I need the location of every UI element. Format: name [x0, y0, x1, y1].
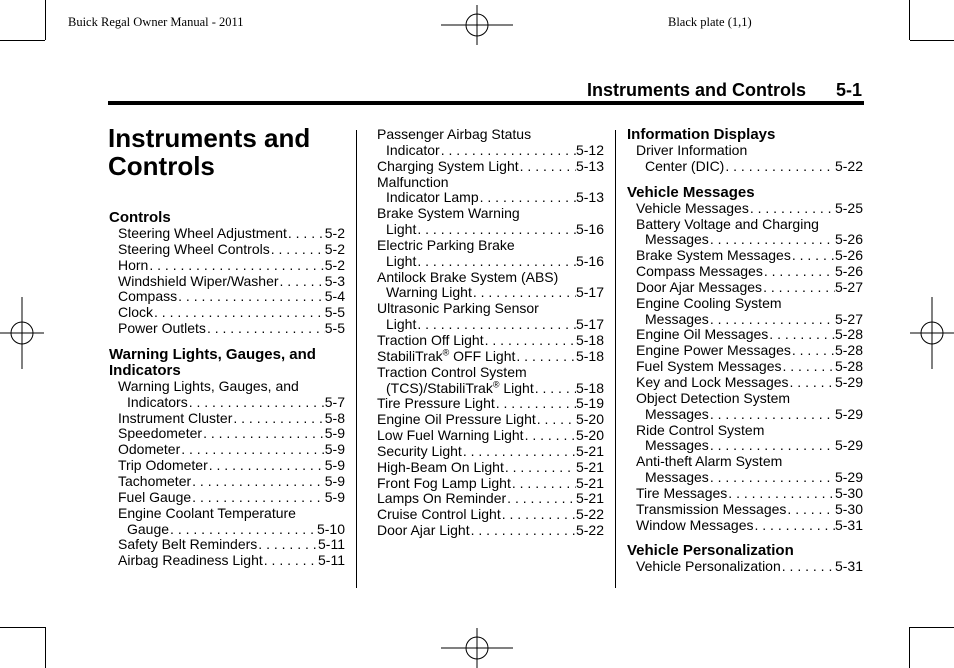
dot-leader: [202, 426, 325, 442]
dot-leader: [524, 428, 576, 444]
toc-entry-label: Engine Cooling System: [636, 294, 782, 311]
toc-entry-page: 5-17: [575, 316, 604, 333]
dot-leader: [727, 486, 835, 502]
crop-mark-br-v: [909, 627, 910, 668]
toc-entry-label: Charging System Light: [377, 157, 519, 174]
toc-entry[interactable]: [627, 248, 863, 264]
toc-entry-page: 5-31: [834, 516, 863, 533]
toc-entry[interactable]: [368, 333, 604, 349]
toc-entry[interactable]: [627, 280, 863, 296]
toc-entry-label: Battery Voltage and Charging: [636, 215, 819, 232]
toc-entry-page: 5-28: [834, 358, 863, 375]
toc-entry-label: Trip Odometer: [118, 457, 208, 474]
toc-entry[interactable]: [368, 365, 604, 397]
toc-entry[interactable]: [627, 143, 863, 175]
toc-entry-page: 5-13: [575, 189, 604, 206]
toc-entry-page: 5-11: [318, 552, 345, 569]
toc-entry-page: 5-12: [575, 141, 604, 158]
dot-leader: [791, 248, 835, 264]
dot-leader: [536, 412, 576, 428]
toc-entry[interactable]: [368, 444, 604, 460]
toc-entry-page: 5-22: [834, 157, 863, 174]
toc-entry-label: Driver Information: [636, 142, 748, 158]
dot-leader: [148, 258, 324, 274]
toc-entry[interactable]: [368, 159, 604, 175]
toc-column-2: [368, 127, 604, 539]
dot-leader: [506, 491, 576, 507]
toc-entry-label: Messages: [645, 469, 709, 486]
toc-entry-label: Horn: [118, 256, 149, 273]
toc-entry-page: 5-20: [575, 411, 604, 428]
crop-mark-br-h: [910, 627, 954, 628]
toc-entry[interactable]: [109, 305, 345, 321]
toc-entry[interactable]: [109, 506, 345, 538]
dot-leader: [749, 201, 835, 217]
toc-entry-label: Engine Oil Pressure Light: [377, 411, 536, 428]
toc-entry[interactable]: [109, 537, 345, 553]
toc-entry[interactable]: [368, 476, 604, 492]
dot-leader: [287, 226, 325, 242]
dot-leader: [709, 438, 835, 454]
column-divider-1: [356, 130, 357, 588]
toc-entry-label: Compass: [118, 288, 178, 305]
dot-leader: [519, 159, 576, 175]
registration-mark-top: [441, 5, 513, 45]
dot-leader: [279, 274, 325, 290]
toc-entry[interactable]: [368, 428, 604, 444]
toc-entry-page: 5-27: [834, 278, 863, 295]
dot-leader: [416, 254, 576, 270]
toc-entry-label: Ultrasonic Parking Sensor: [377, 300, 539, 317]
toc-entry-label: Odometer: [118, 441, 181, 458]
toc-entry-label: Speedometer: [118, 425, 203, 442]
toc-entry[interactable]: [627, 327, 863, 343]
dot-leader: [754, 518, 835, 534]
toc-entry-label: Steering Wheel Controls: [118, 240, 270, 257]
toc-entry-label: Fuel System Messages: [636, 358, 782, 375]
toc-entry-label: Brake System Messages: [636, 247, 791, 264]
toc-entry-label: Center (DIC): [645, 157, 725, 174]
toc-entry-page: 5-29: [834, 373, 863, 390]
toc-entry-page: 5-29: [834, 437, 863, 454]
toc-entry-label: Windshield Wiper/Washer: [118, 272, 279, 289]
header-rule: [108, 101, 864, 105]
toc-entry-label: Indicators: [127, 393, 188, 410]
toc-entry-label: Instrument Cluster: [118, 409, 233, 426]
dot-leader: [495, 396, 576, 412]
toc-entry[interactable]: [627, 264, 863, 280]
dot-leader: [762, 280, 835, 296]
toc-entry-label: Door Ajar Messages: [636, 278, 763, 295]
registration-mark-right: [910, 297, 954, 369]
dot-leader: [534, 381, 576, 397]
dot-leader: [724, 159, 835, 175]
toc-entry[interactable]: [627, 502, 863, 518]
dot-leader: [270, 242, 325, 258]
toc-entry-label: Engine Power Messages: [636, 342, 791, 359]
dot-leader: [177, 289, 325, 305]
toc-entry-page: 5-9: [324, 472, 345, 489]
dot-leader: [470, 523, 576, 539]
toc-entry[interactable]: [368, 491, 604, 507]
toc-entry-label: Traction Off Light: [377, 331, 484, 348]
toc-entry-page: 5-19: [575, 395, 604, 412]
dot-leader: [782, 359, 835, 375]
toc-entry-page: 5-18: [575, 331, 604, 348]
toc-entry[interactable]: [368, 412, 604, 428]
toc-entry-label: Malfunction: [377, 173, 449, 190]
toc-section-heading: Controls: [109, 209, 171, 226]
toc-entry-page: 5-29: [834, 469, 863, 486]
toc-entry-label: Safety Belt Reminders: [118, 536, 258, 553]
dot-leader: [440, 143, 576, 159]
toc-entry-page: 5-22: [575, 506, 604, 523]
toc-entry-label: Tire Messages: [636, 484, 728, 501]
crop-mark-tl-h: [0, 40, 45, 41]
toc-entry[interactable]: [109, 274, 345, 290]
toc-entry-page: 5-30: [834, 500, 863, 517]
toc-entry-page: 5-17: [575, 284, 604, 301]
toc-entry-page: 5-9: [324, 488, 345, 505]
toc-entry-label: Window Messages: [636, 516, 754, 533]
column-divider-2: [615, 130, 616, 588]
toc-entry-page: 5-26: [834, 263, 863, 280]
toc-entry-label: Front Fog Lamp Light: [377, 474, 511, 491]
dot-leader: [504, 460, 576, 476]
toc-entry-label: Engine Coolant Temperature: [118, 504, 296, 521]
toc-entry-page: 5-7: [324, 393, 345, 410]
toc-entry-label: Messages: [645, 405, 709, 422]
toc-entry-page: 5-9: [324, 425, 345, 442]
toc-entry[interactable]: [627, 217, 863, 249]
toc-entry-page: 5-28: [834, 342, 863, 359]
toc-entry[interactable]: [368, 270, 604, 302]
toc-entry-label: Engine Oil Messages: [636, 326, 769, 343]
toc-entry-page: 5-21: [575, 474, 604, 491]
dot-leader: [789, 375, 835, 391]
crop-mark-bl-h: [0, 627, 45, 628]
toc-entry-label: Warning Lights, Gauges, and: [118, 377, 299, 394]
toc-entry-page: 5-5: [324, 304, 345, 321]
dot-leader: [479, 190, 576, 206]
dot-leader: [472, 285, 576, 301]
toc-entry-label: Light: [386, 316, 417, 333]
toc-entry-page: 5-5: [324, 320, 345, 337]
toc-entry-label: Messages: [645, 310, 709, 327]
toc-entry-label: Object Detection System: [636, 389, 791, 406]
toc-entry-label: Brake System Warning: [377, 205, 520, 222]
dot-leader: [709, 470, 835, 486]
toc-entry-label: Anti-theft Alarm System: [636, 453, 783, 470]
toc-entry-label: Airbag Readiness Light: [118, 552, 263, 569]
crop-mark-bl-v: [45, 627, 46, 668]
toc-entry-page: 5-25: [834, 199, 863, 216]
plate-label: Black plate (1,1): [668, 15, 752, 29]
toc-entry-label: Low Fuel Warning Light: [377, 427, 524, 444]
toc-entry[interactable]: [109, 458, 345, 474]
toc-entry-label: Steering Wheel Adjustment: [118, 225, 287, 241]
toc-entry-label: Fuel Gauge: [118, 488, 192, 505]
dot-leader: [416, 222, 576, 238]
toc-entry-label: Indicator Lamp: [386, 189, 479, 206]
toc-entry-page: 5-3: [324, 272, 345, 289]
toc-entry[interactable]: [368, 460, 604, 476]
toc-entry-label: Power Outlets: [118, 320, 206, 337]
toc-entry[interactable]: [109, 490, 345, 506]
toc-entry[interactable]: [109, 426, 345, 442]
dot-leader: [511, 476, 576, 492]
toc-entry[interactable]: [627, 518, 863, 534]
toc-entry[interactable]: [109, 289, 345, 305]
toc-entry[interactable]: [627, 296, 863, 328]
toc-entry[interactable]: [368, 238, 604, 270]
toc-entry-label: Door Ajar Light: [377, 522, 470, 539]
toc-entry-label: Messages: [645, 231, 709, 248]
crop-mark-tr-v: [909, 0, 910, 40]
toc-entry-page: 5-21: [575, 458, 604, 475]
toc-entry-label: Warning Light: [386, 284, 472, 301]
toc-entry-page: 5-13: [575, 157, 604, 174]
toc-entry-page: 5-30: [834, 484, 863, 501]
toc-entry-page: 5-4: [324, 288, 345, 305]
toc-entry-page: 5-9: [324, 457, 345, 474]
dot-leader: [169, 522, 317, 538]
toc-entry[interactable]: [627, 423, 863, 455]
toc-entry[interactable]: [368, 507, 604, 523]
dot-leader: [232, 411, 324, 427]
toc-entry-page: 5-22: [575, 522, 604, 539]
toc-entry-label: Vehicle Messages: [636, 199, 749, 216]
dot-leader: [180, 442, 325, 458]
section-title: Instruments and Controls: [586, 80, 806, 100]
chapter-title: Instruments and Controls: [108, 123, 311, 181]
toc-entry[interactable]: [627, 486, 863, 502]
toc-entry-page: 5-16: [575, 221, 604, 238]
toc-entry[interactable]: [109, 411, 345, 427]
toc-entry[interactable]: [627, 343, 863, 359]
page-number: 5-1: [835, 80, 862, 100]
dot-leader: [763, 264, 835, 280]
toc-entry[interactable]: [368, 396, 604, 412]
toc-entry-page: 5-26: [834, 231, 863, 248]
dot-leader: [515, 349, 576, 365]
crop-mark-tl-v: [45, 0, 46, 40]
toc-entry-label: Electric Parking Brake: [377, 236, 515, 253]
registration-mark-left: [0, 297, 44, 369]
dot-leader: [791, 343, 835, 359]
toc-entry-label: High-Beam On Light: [377, 458, 504, 475]
toc-entry-page: 5-21: [575, 442, 604, 459]
dot-leader: [416, 317, 576, 333]
crop-mark-tr-h: [910, 40, 954, 41]
toc-entry[interactable]: [109, 321, 345, 337]
toc-entry-page: 5-2: [324, 240, 345, 257]
dot-leader: [206, 321, 325, 337]
dot-leader: [786, 502, 835, 518]
toc-entry-label: StabiliTrak® OFF Light: [377, 347, 516, 364]
toc-entry[interactable]: [109, 474, 345, 490]
toc-entry[interactable]: [627, 454, 863, 486]
toc-entry-label: Messages: [645, 437, 709, 454]
toc-entry-label: (TCS)/StabiliTrak® Light: [386, 378, 534, 396]
toc-entry[interactable]: [368, 349, 604, 365]
dot-leader: [484, 333, 576, 349]
toc-entry-page: 5-2: [324, 225, 345, 241]
toc-entry[interactable]: [627, 375, 863, 391]
toc-entry-label: Compass Messages: [636, 263, 763, 280]
toc-entry-label: Gauge: [127, 520, 170, 537]
toc-entry[interactable]: [109, 553, 345, 569]
toc-entry-label: Traction Control System: [377, 363, 527, 380]
toc-entry-label: Lamps On Reminder: [377, 490, 507, 507]
dot-leader: [191, 474, 325, 490]
dot-leader: [263, 553, 318, 569]
toc-entry[interactable]: [109, 242, 345, 258]
toc-column-1: [109, 210, 345, 569]
toc-entry[interactable]: [109, 379, 345, 411]
toc-entry-page: 5-28: [834, 326, 863, 343]
toc-entry[interactable]: [368, 206, 604, 238]
dot-leader: [153, 305, 325, 321]
toc-entry-page: 5-9: [324, 441, 345, 458]
toc-section-heading: Warning Lights, Gauges, and Indicators: [109, 345, 316, 379]
toc-entry-label: Ride Control System: [636, 421, 765, 438]
toc-entry-label: Cruise Control Light: [377, 506, 501, 523]
toc-entry-label: Antilock Brake System (ABS): [377, 268, 559, 285]
running-head: [587, 80, 862, 101]
dot-leader: [462, 444, 576, 460]
toc-column-3: [627, 127, 863, 575]
toc-entry[interactable]: [627, 201, 863, 217]
toc-entry-label: Vehicle Personalization: [636, 558, 781, 575]
toc-entry-label: Tachometer: [118, 472, 192, 489]
toc-entry-label: Tire Pressure Light: [377, 395, 495, 412]
dot-leader: [501, 507, 576, 523]
manual-title: Buick Regal Owner Manual - 2011: [68, 15, 244, 29]
toc-entry-page: 5-10: [316, 520, 345, 537]
toc-entry[interactable]: [627, 391, 863, 423]
dot-leader: [709, 407, 835, 423]
toc-entry-page: 5-27: [834, 310, 863, 327]
dot-leader: [768, 327, 835, 343]
toc-section-heading: Vehicle Messages: [627, 183, 755, 201]
toc-entry-page: 5-2: [324, 256, 345, 273]
toc-entry[interactable]: [109, 442, 345, 458]
toc-entry-page: 5-26: [834, 247, 863, 264]
toc-entry-label: Passenger Airbag Status: [377, 126, 532, 142]
toc-entry-label: Light: [386, 221, 417, 238]
toc-entry-label: Security Light: [377, 442, 462, 459]
dot-leader: [709, 232, 835, 248]
toc-entry-page: 5-18: [575, 379, 604, 396]
dot-leader: [191, 490, 325, 506]
toc-entry-label: Light: [386, 252, 417, 269]
registration-mark-bottom: [441, 628, 513, 668]
toc-entry[interactable]: [109, 226, 345, 242]
toc-entry-label: Key and Lock Messages: [636, 373, 789, 390]
toc-entry-page: 5-18: [575, 347, 604, 364]
toc-entry-page: 5-20: [575, 427, 604, 444]
dot-leader: [709, 312, 835, 328]
toc-entry-page: 5-8: [324, 409, 345, 426]
toc-entry-page: 5-29: [834, 405, 863, 422]
toc-entry-label: Indicator: [386, 141, 440, 158]
toc-entry[interactable]: [368, 301, 604, 333]
toc-entry-page: 5-16: [575, 252, 604, 269]
toc-entry-page: 5-21: [575, 490, 604, 507]
toc-entry[interactable]: [368, 175, 604, 207]
toc-entry-label: Clock: [118, 304, 154, 321]
toc-entry[interactable]: [368, 127, 604, 159]
toc-entry-page: 5-31: [834, 558, 863, 575]
toc-entry[interactable]: [627, 359, 863, 375]
dot-leader: [781, 559, 835, 575]
toc-entry-page: 5-11: [318, 536, 345, 553]
dot-leader: [257, 537, 318, 553]
dot-leader: [208, 458, 325, 474]
toc-entry[interactable]: [627, 559, 863, 575]
toc-section-heading: Vehicle Personalization: [627, 542, 794, 560]
dot-leader: [188, 395, 325, 411]
toc-section-heading: Information Displays: [627, 126, 776, 143]
toc-entry[interactable]: [368, 523, 604, 539]
toc-entry-label: Transmission Messages: [636, 500, 787, 517]
toc-entry[interactable]: [109, 258, 345, 274]
